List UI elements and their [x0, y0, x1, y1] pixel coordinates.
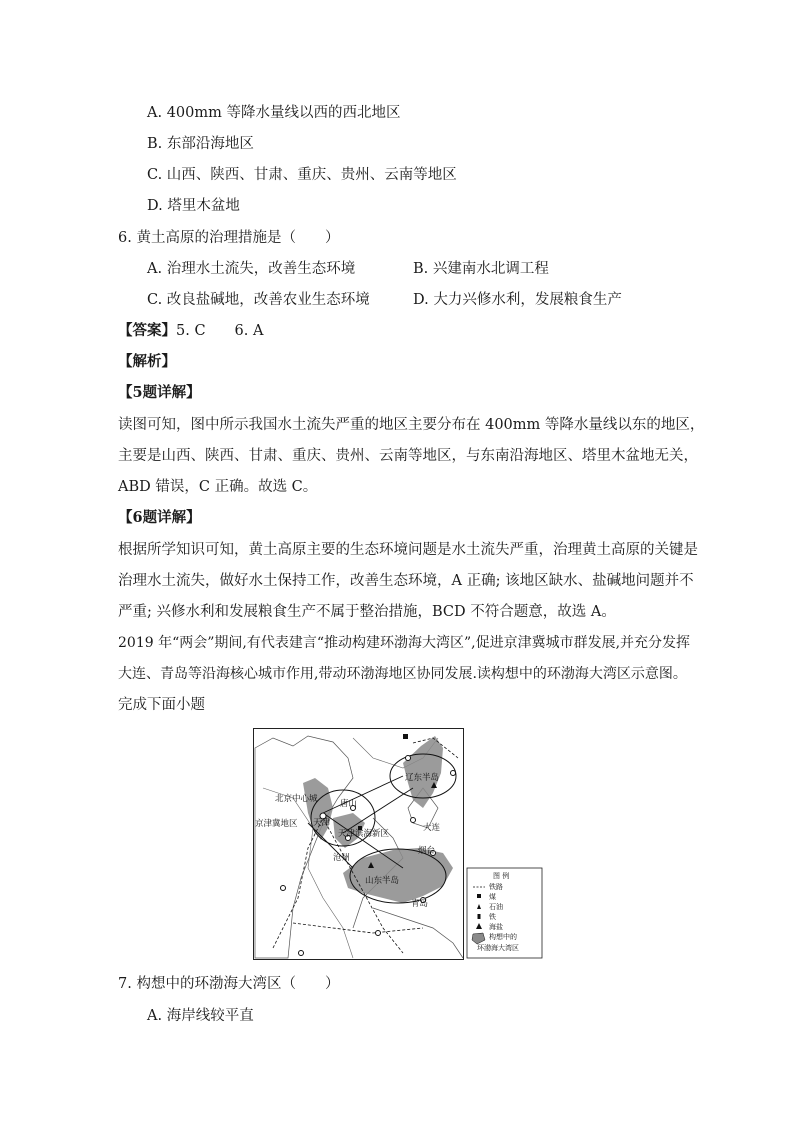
coal-symbol — [403, 734, 408, 739]
label-qingdao: 青岛 — [411, 899, 429, 909]
city-marker — [281, 886, 286, 891]
label-binhai: 天津滨海新区 — [338, 829, 390, 839]
city-marker — [406, 756, 411, 761]
legend-item-coal: 煤 — [489, 893, 496, 901]
q5-detail-line-2: 主要是山西、陕西、甘肃、重庆、贵州、云南等地区，与东南沿海地区、塔里木盆地无关， — [118, 448, 698, 464]
answer-label: 【答案】 — [118, 322, 176, 339]
q6-option-a[interactable]: A. 治理水土流失，改善生态环境 — [147, 261, 356, 277]
legend-item-bay-1: 构想中的 — [489, 933, 517, 941]
q6-detail-line-1: 根据所学知识可知，黄土高原主要的生态环境问题是水土流失严重，治理黄土高原的关键是 — [118, 542, 698, 558]
map-svg — [253, 728, 543, 960]
legend-item-iron: 铁 — [489, 913, 496, 921]
q5-option-b[interactable]: B. 东部沿海地区 — [147, 136, 254, 152]
legend-item-railway: 铁路 — [489, 883, 503, 891]
legend-iron-symbol — [478, 914, 481, 919]
q5-option-c[interactable]: C. 山西、陕西、甘肃、重庆、贵州、云南等地区 — [147, 167, 457, 183]
city-marker — [376, 931, 381, 936]
q5-detail-line-3: ABD 错误，C 正确。故选 C。 — [118, 479, 318, 495]
city-marker — [451, 771, 456, 776]
q6-stem: 6. 黄土高原的治理措施是（ ） — [118, 230, 340, 246]
label-jingjinji: 京津冀地区 — [255, 819, 298, 829]
q6-detail-line-2: 治理水土流失，做好水土保持工作，改善生态环境，A 正确; 该地区缺水、盐碱地问题并不 — [118, 573, 694, 589]
answer-text: 5. C 6. A — [176, 323, 264, 339]
q5-detail-line-1: 读图可知，图中所示我国水土流失严重的地区主要分布在 400mm 等降水量线以东的地区， — [118, 417, 705, 433]
intro-line-2: 大连、青岛等沿海核心城市作用,带动环渤海地区协同发展.读构想中的环渤海大湾区示意图。 — [118, 666, 687, 682]
q5-detail-label: 【5题详解】 — [118, 384, 201, 401]
analysis-label: 【解析】 — [118, 353, 176, 370]
bohai-bay-map — [253, 728, 543, 960]
city-marker — [411, 818, 416, 823]
legend-title: 图 例 — [493, 872, 510, 880]
q5-option-d[interactable]: D. 塔里木盆地 — [147, 198, 240, 214]
legend-item-bay-2: 环渤海大湾区 — [477, 944, 519, 952]
label-yantai: 烟台 — [418, 846, 436, 856]
label-shandong: 山东半岛 — [365, 876, 400, 886]
q5-option-a[interactable]: A. 400mm 等降水量线以西的西北地区 — [147, 105, 401, 121]
label-cangzhou: 沧州 — [333, 853, 351, 863]
q7-option-a[interactable]: A. 海岸线较平直 — [147, 1008, 254, 1024]
label-liaodong: 辽东半岛 — [405, 773, 440, 783]
legend-coal-symbol — [477, 894, 481, 898]
q7-stem: 7. 构想中的环渤海大湾区（ ） — [118, 976, 340, 992]
intro-line-1: 2019 年“两会”期间,有代表建言“推动构建环渤海大湾区”,促进京津冀城市群发展,并充分发挥 — [118, 635, 691, 651]
legend-item-oil: 石油 — [489, 903, 503, 911]
q6-option-c[interactable]: C. 改良盐碱地，改善农业生态环境 — [147, 292, 370, 308]
label-dalian: 大连 — [423, 823, 441, 833]
map-legend — [467, 868, 542, 958]
answer-line — [118, 321, 263, 341]
city-marker — [299, 951, 304, 956]
label-tangshan: 唐山 — [340, 799, 358, 809]
q6-option-d[interactable]: D. 大力兴修水利，发展粮食生产 — [413, 292, 622, 308]
label-beijing-center: 北京中心城 — [275, 794, 318, 804]
q6-detail-line-3: 严重; 兴修水利和发展粮食生产不属于整治措施，BCD 不符合题意，故选 A。 — [118, 604, 616, 620]
label-tianjin: 天津 — [313, 818, 331, 828]
intro-line-3: 完成下面小题 — [118, 697, 205, 713]
q6-option-b[interactable]: B. 兴建南水北调工程 — [413, 261, 549, 277]
legend-item-salt: 海盐 — [489, 923, 503, 931]
q6-detail-label: 【6题详解】 — [118, 509, 201, 526]
